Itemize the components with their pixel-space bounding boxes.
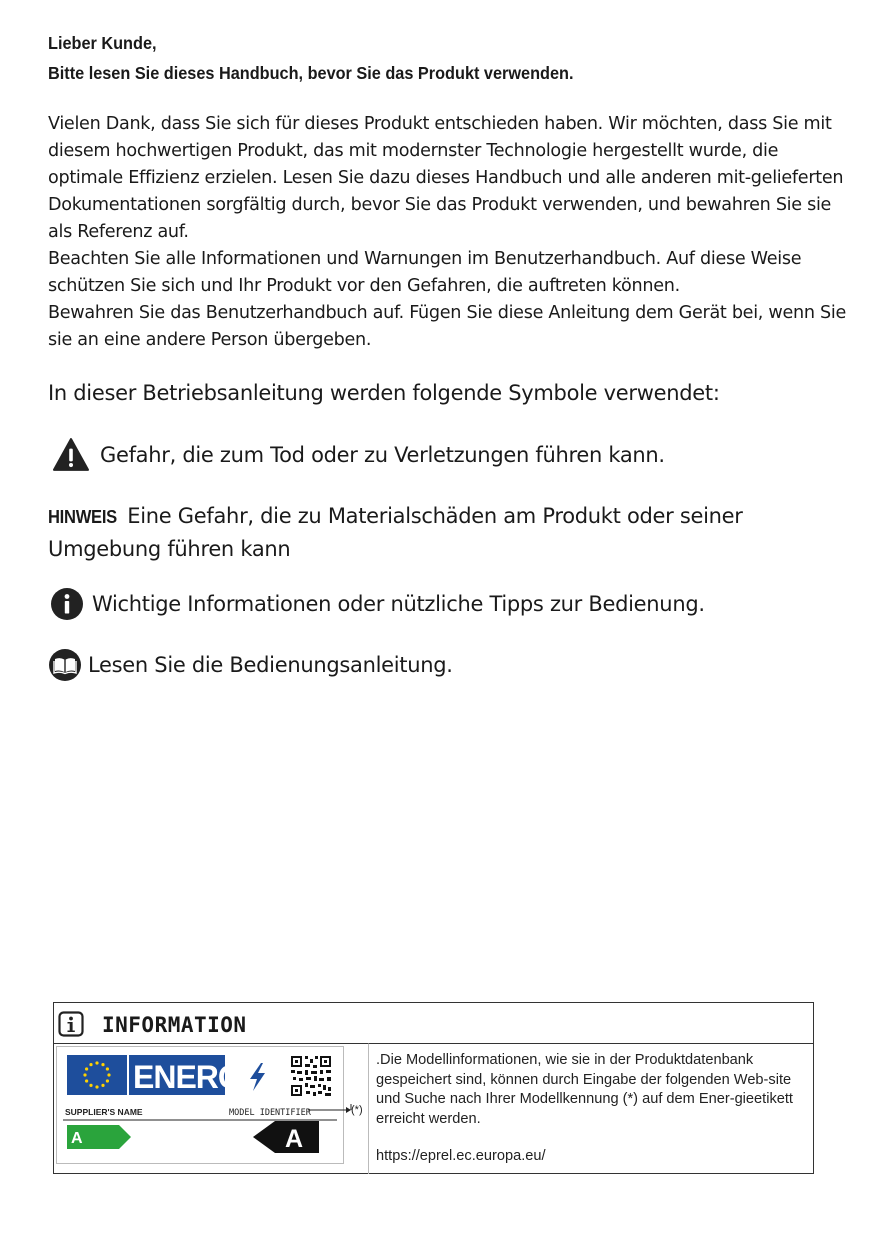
qr-code-icon — [291, 1056, 331, 1096]
warning-triangle-icon — [52, 437, 90, 473]
efficiency-class-right: A — [285, 1125, 304, 1153]
information-box — [53, 1002, 814, 1174]
greeting: Lieber Kunde, — [48, 33, 157, 53]
symbol-notice-row — [48, 500, 808, 565]
intro-paragraph: Beachten Sie alle Informationen und Warnungen im Benutzerhandbuch. Auf diese Weise schützen Sie sich und Ihr Produkt vor den Gefahren, die auftreten können. — [48, 249, 802, 296]
intro-text — [48, 111, 848, 354]
info-circle-icon — [50, 587, 84, 621]
energ-logo-text: ENERG — [133, 1059, 242, 1095]
hinweis-tag: HINWEIS — [48, 507, 117, 527]
asterisk-marker: (*) — [351, 1104, 363, 1116]
symbols-title: In dieser Betriebsanleitung werden folgende Symbole verwendet: — [48, 381, 720, 405]
danger-text: Gefahr, die zum Tod oder zu Verletzungen führen kann. — [100, 443, 665, 467]
model-info-cell — [368, 1043, 814, 1174]
symbol-info-row — [50, 587, 705, 621]
intro-paragraph: Bewahren Sie das Benutzerhandbuch auf. Fügen Sie diese Anleitung dem Gerät bei, wenn Sie sie an eine andere Person übergeben. — [48, 303, 846, 350]
information-title: INFORMATION — [102, 1013, 247, 1037]
intro-paragraph: Vielen Dank, dass Sie sich für dieses Produkt entschieden haben. Wir möchten, dass Sie mit diesem hochwertigen Produkt, das mit modernster Technologie hergestellt wurde, die optimale Effizienz erzielen. Lesen Sie dazu dieses Handbuch und alle anderen mit-gelieferten Dokumentationen sorgfältig durch, bevor Sie das Produkt verwenden, und bewahren Sie sie als Referenz auf. — [48, 114, 844, 242]
model-info-text: .Die Modellinformationen, wie sie in der Produktdatenbank gespeichert sind, können durch Eingabe der folgenden Web-site und Suche nach Ihrer Modellkennung (*) auf dem Ener-gieetikett erreicht werden. — [376, 1052, 793, 1127]
lightning-icon — [250, 1063, 265, 1091]
info-square-icon — [58, 1011, 84, 1037]
energy-label-graphic — [57, 1047, 343, 1163]
manual-text: Lesen Sie die Bedienungsanleitung. — [88, 653, 453, 677]
information-header — [54, 1003, 813, 1043]
energy-label — [56, 1046, 344, 1164]
efficiency-class-left: A — [71, 1130, 83, 1147]
book-icon — [48, 648, 82, 682]
info-text: Wichtige Informationen oder nützliche Tipps zur Bedienung. — [92, 592, 705, 616]
notice-text: Eine Gefahr, die zu Materialschäden am Produkt oder seiner Umgebung führen kann — [48, 504, 743, 561]
symbol-manual-row — [48, 648, 453, 682]
symbol-danger-row — [52, 437, 665, 473]
eu-flag-icon — [67, 1055, 127, 1095]
eprel-link[interactable]: https://eprel.ec.europa.eu/ — [376, 1148, 546, 1164]
energy-label-cell — [54, 1043, 368, 1174]
supplier-name-label: SUPPLIER'S NAME — [65, 1107, 143, 1117]
model-identifier-label: MODEL IDENTIFIER — [229, 1108, 311, 1118]
read-manual-instruction: Bitte lesen Sie dieses Handbuch, bevor Sie das Produkt verwenden. — [48, 63, 574, 83]
